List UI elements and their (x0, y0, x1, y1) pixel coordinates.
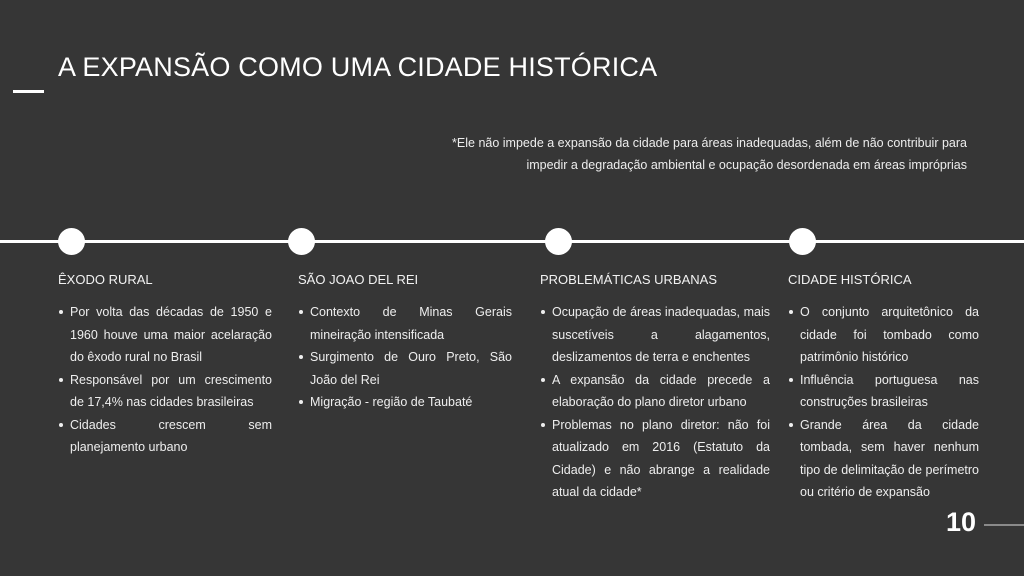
list-item: A expansão da cidade precede a elaboração do plano diretor urbano (552, 369, 770, 414)
list-item: Por volta das décadas de 1950 e 1960 houve uma maior acelaração do êxodo rural no Brasil (70, 301, 272, 369)
list-item: O conjunto arquitetônico da cidade foi tombado como patrimônio histórico (800, 301, 979, 369)
bullet-list (788, 301, 979, 504)
timeline-dot-2 (288, 228, 315, 255)
list-item: Ocupação de áreas inadequadas, mais suscetíveis a alagamentos, deslizamentos de terra e enchentes (552, 301, 770, 369)
column-problematicas-urbanas (540, 272, 770, 504)
list-item: Cidades crescem sem planejamento urbano (70, 414, 272, 459)
column-sao-joao-del-rei (298, 272, 512, 414)
column-title: CIDADE HISTÓRICA (788, 272, 912, 287)
bullet-list (540, 301, 770, 504)
list-item: Migração - região de Taubaté (310, 391, 512, 414)
timeline-dot-1 (58, 228, 85, 255)
page-number: 10 (946, 507, 977, 537)
bullet-list (58, 301, 272, 459)
list-item: Surgimento de Ouro Preto, São João del Rei (310, 346, 512, 391)
slide-title: A EXPANSÃO COMO UMA CIDADE HISTÓRICA (58, 52, 658, 82)
timeline-dot-3 (545, 228, 572, 255)
column-title: ÊXODO RURAL (58, 272, 153, 287)
title-accent-bar (13, 90, 44, 93)
bullet-list (298, 301, 512, 414)
footnote-line-2: impedir a degradação ambiental e ocupação desordenada em áreas impróprias (526, 158, 967, 172)
list-item: Influência portuguesa nas construções brasileiras (800, 369, 979, 414)
page-number-accent-line (984, 524, 1024, 526)
column-title: PROBLEMÁTICAS URBANAS (540, 272, 717, 287)
list-item: Responsável por um crescimento de 17,4% nas cidades brasileiras (70, 369, 272, 414)
column-exodo-rural (58, 272, 272, 459)
footnote-line-1: *Ele não impede a expansão da cidade para áreas inadequadas, além de não contribuir para (452, 136, 967, 150)
list-item: Grande área da cidade tombada, sem haver nenhum tipo de delimitação de perímetro ou critério de expansão (800, 414, 979, 504)
footnote (407, 132, 967, 176)
list-item: Contexto de Minas Gerais mineiração intensificada (310, 301, 512, 346)
column-cidade-historica (788, 272, 979, 504)
timeline-line (0, 240, 1024, 243)
list-item: Problemas no plano diretor: não foi atualizado em 2016 (Estatuto da Cidade) e não abrange a realidade atual da cidade* (552, 414, 770, 504)
timeline-dot-4 (789, 228, 816, 255)
column-title: SÃO JOAO DEL REI (298, 272, 419, 287)
